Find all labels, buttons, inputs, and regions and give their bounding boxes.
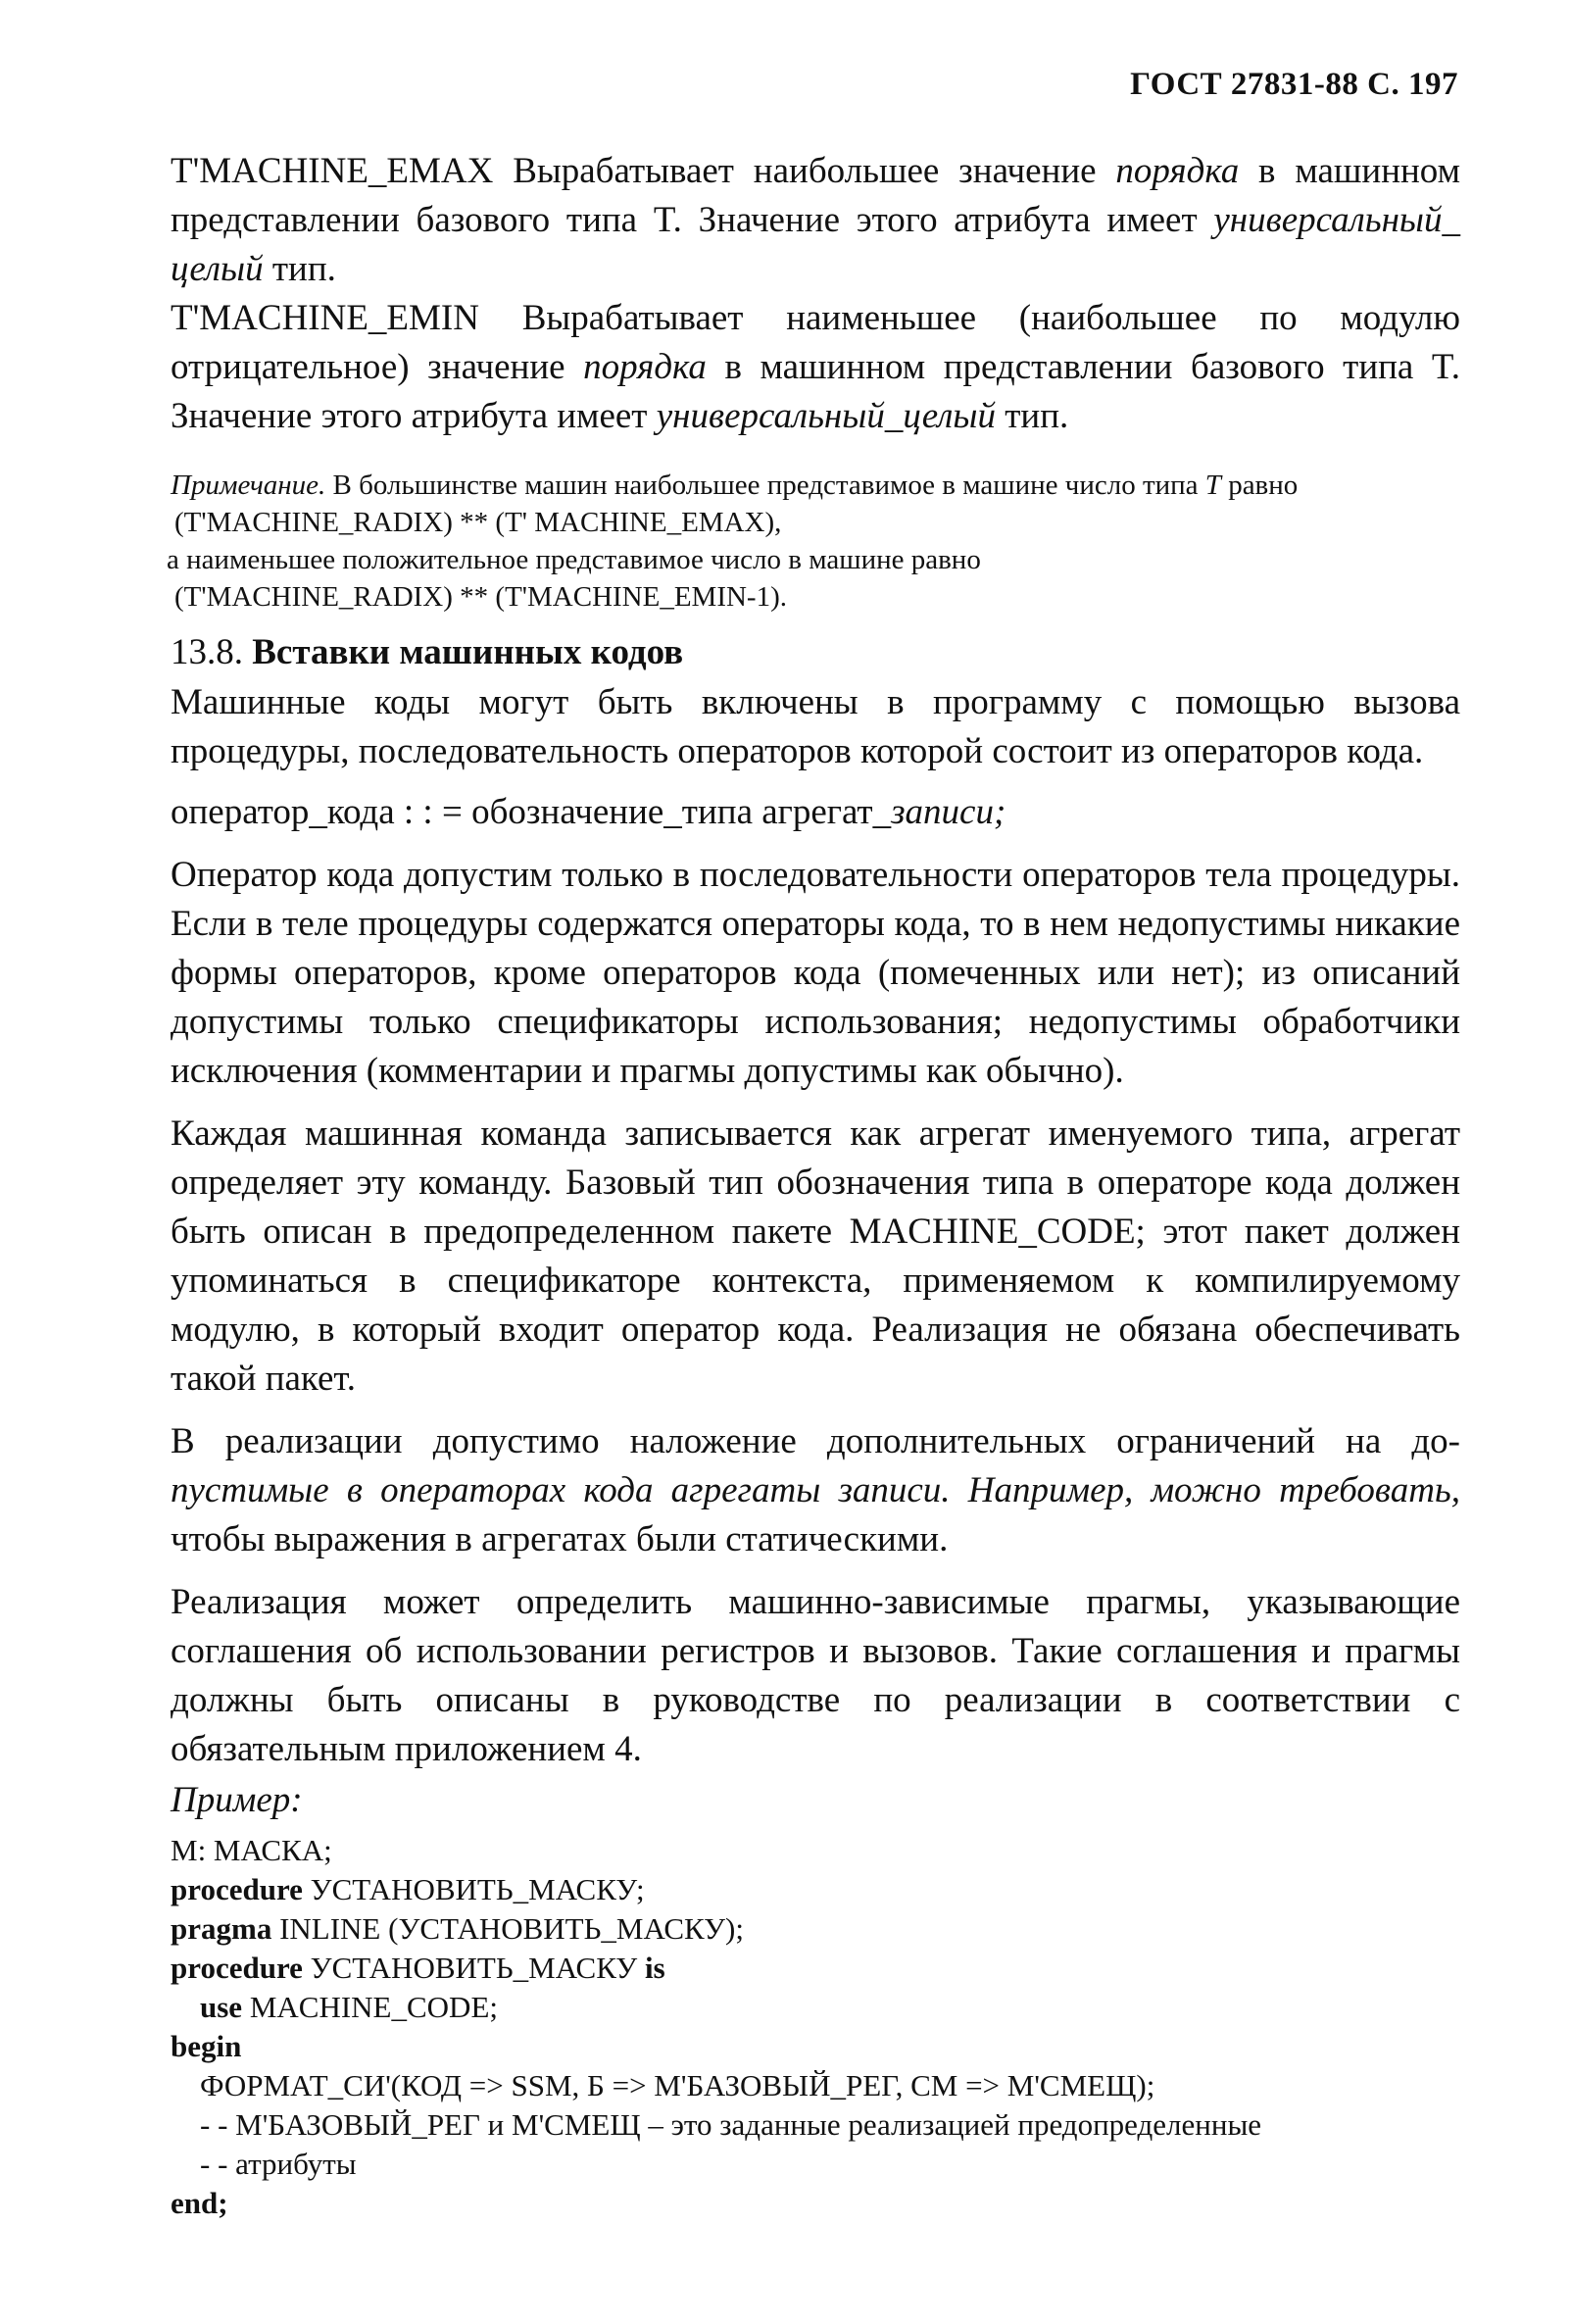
paragraph-machine-command: Каждая машинная команда записывается как агрегат именуемого типа, агрегат определяет эту команду. Базовый тип обозначения типа в операторе кода должен быть описан в предопределенном пакете MACHINE_CODE; этот пакет должен упоминаться в спецификаторе контекста, применяемом к компилируемому модулю, в который входит оператор кода. Реализация не обязана обеспечивать такой пакет. [171,1113,1460,1399]
note-label: Примечание. [171,470,326,501]
paragraph-code-statement: Оператор кода допустим только в последовательности операторов тела процедуры. Если в теле процедуры содержатся операторы кода, то в нем недопустимы никакие формы операторов, кроме операторов кода (помеченных или нет); из описаний допустимы только спецификаторы использования; недопустимы обработчики исключения (комментарии и прагмы допустимы как обычно). [171,855,1460,1091]
code-line: begin [171,2029,242,2063]
note-formula-max: (T'MACHINE_RADIX) ** (T' MACHINE_EMAX), [174,507,782,538]
section-heading [171,627,1460,678]
emin-term: T'MACHINE_EMIN [171,298,479,338]
note-paragraph: Примечание. В большинстве машин наибольшее представимое в машине число типа T равно [171,470,1299,501]
code-example [171,1831,1460,2223]
code-line: - - M'БАЗОВЫЙ_РЕГ и M'СМЕЩ – это заданные реализацией предопределенные [200,2107,1262,2142]
paragraph-restrictions: В реализации допустимо наложение дополнительных ограничений на до- пустимые в операторах кода агрегаты записи. Например, можно требовать, чтобы выражения в агрегатах были статическими. [171,1421,1460,1559]
syntax-rule: оператор_кода : : = обозначение_типа агрегат_записи; [171,792,1006,832]
note-formula-min: (T'MACHINE_RADIX) ** (T'MACHINE_EMIN-1). [174,581,788,613]
code-line: procedure УСТАНОВИТЬ_МАСКУ; [171,1872,645,1906]
paragraph-pragmas: Реализация может определить машинно-зависимые прагмы, указывающие соглашения об использовании регистров и вызовов. Такие соглашения и прагмы должны быть описаны в руководстве по реализации в соответствии с обязательным приложением 4. [171,1582,1460,1769]
note-text-min: а наименьшее положительное представимое число в машине равно [167,544,981,575]
code-line: pragma INLINE (УСТАНОВИТЬ_МАСКУ); [171,1911,744,1946]
code-line: - - атрибуты [200,2147,357,2181]
example-label: Пример: [171,1780,303,1820]
emin-paragraph: T'MACHINE_EMIN Вырабатывает наименьшее (наибольшее по модулю отрицательное) значение порядка в машинном представлении базового типа T. Значение этого атрибута имеет универсальный_целый тип. [171,298,1460,436]
page-content [167,147,1461,2223]
emax-paragraph: T'MACHINE_EMAX Вырабатывает наибольшее значение порядка в машинном представлении базового типа T. Значение этого атрибута имеет универсальный_ целый тип. [171,151,1461,289]
section-title: Вставки машинных кодов [252,632,684,672]
code-line: M: МАСКА; [171,1833,332,1867]
code-line: ФОРМАТ_СИ'(КОД => SSM, Б => M'БАЗОВЫЙ_РЕГ, СМ => M'СМЕЩ); [200,2068,1155,2102]
code-line: end; [171,2186,228,2220]
section-number: 13.8. [171,632,243,672]
emax-term: T'MACHINE_EMAX [171,151,494,191]
paragraph-intro: Машинные коды могут быть включены в программу с помощью вызова процедуры, последовательность операторов которой состоит из операторов кода. [171,682,1460,771]
page-header: ГОСТ 27831-88 С. 197 [1130,67,1458,102]
code-line: use MACHINE_CODE; [200,1990,498,2024]
code-line: procedure УСТАНОВИТЬ_МАСКУ is [171,1951,665,1985]
